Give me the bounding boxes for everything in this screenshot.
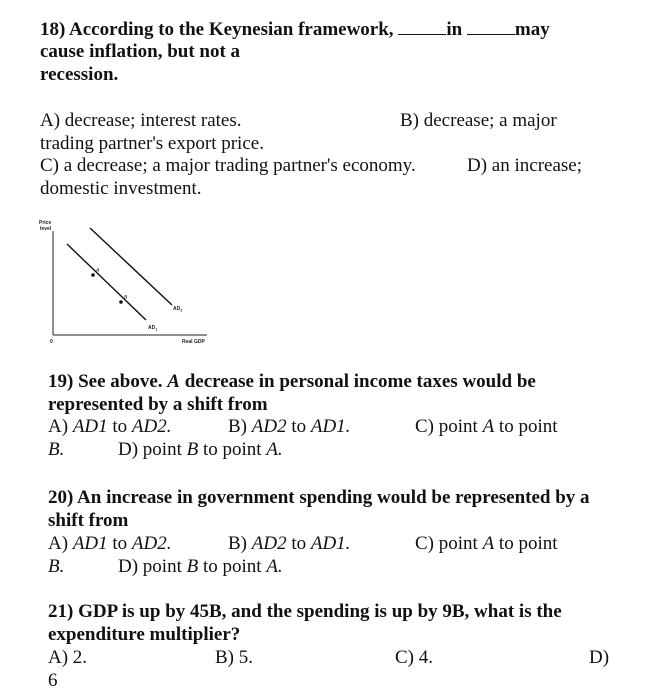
q18-option-d-cont: domestic investment. — [40, 178, 202, 199]
q19-option-c-cont: B. — [48, 439, 65, 460]
q21-option-d: D) — [589, 647, 610, 668]
q18-option-b-cont: trading partner's export price. — [40, 133, 264, 154]
ad1-curve — [67, 244, 146, 320]
q20-option-c-cont: B. — [48, 556, 65, 577]
q19-stem-post: decrease in personal income taxes would be — [184, 371, 536, 392]
q20-stem-line2: shift from — [48, 510, 129, 531]
q20-stem-line1: 20) An increase in government spending would be represented by a — [48, 487, 590, 508]
q20-option-b: B) AD2 to AD1. — [228, 533, 351, 554]
graph-origin: 0 — [50, 339, 53, 345]
q20-option-a: A) AD1 to AD2. — [48, 533, 172, 554]
ad1-label: $AD_1$ — [148, 325, 158, 332]
q21-option-c: C) 4. — [395, 647, 433, 668]
q19-stem-line2: represented by a shift from — [48, 394, 268, 415]
q20-option-c: C) point A to point — [415, 533, 558, 554]
point-b-marker — [119, 300, 123, 304]
q18-option-c: C) a decrease; a major trading partner's economy. — [40, 155, 416, 176]
graph-xlabel: Real GDP — [182, 339, 205, 345]
q21-option-b: B) 5. — [215, 647, 253, 668]
q19-stem-pre: 19) See above. — [48, 371, 163, 392]
q20-option-d: D) point B to point A. — [118, 556, 283, 577]
q21-stem-line1: 21) GDP is up by 45B, and the spending is up by 9B, what is the — [48, 601, 562, 622]
q18-stem-line3: recession. — [40, 64, 119, 85]
q18-option-a: A) decrease; interest rates. — [40, 110, 242, 131]
ad2-label: $AD_2$ — [173, 306, 183, 313]
q19-stem-line1 — [48, 371, 536, 393]
q18-stem-may: may — [514, 19, 550, 40]
q19-option-c: C) point A to point — [415, 416, 558, 437]
q18-option-b: B) decrease; a major — [400, 110, 557, 131]
q21-option-a: A) 2. — [48, 647, 88, 668]
point-a-marker — [91, 273, 95, 277]
q19-option-a: A) AD1 to AD2. — [48, 416, 172, 437]
q19-option-b: B) AD2 to AD1. — [228, 416, 351, 437]
q18-stem-in: in — [446, 19, 463, 40]
q21-option-d-cont: 6 — [48, 670, 58, 691]
graph-ylabel-2: level — [40, 226, 52, 232]
graph-ylabel-1: Price — [39, 220, 52, 226]
q19-option-d: D) point B to point A. — [118, 439, 283, 460]
q18-option-d: D) an increase; — [467, 155, 582, 176]
q21-stem-line2: expenditure multiplier? — [48, 624, 241, 645]
q18-stem-prefix: 18) According to the Keynesian framework, — [40, 19, 394, 40]
ad2-curve — [90, 228, 172, 305]
point-b-label: B — [124, 295, 128, 301]
q18-stem-line2: cause inflation, but not a — [40, 41, 241, 62]
q19-stem-a: A — [167, 371, 180, 392]
point-a-label: A — [96, 268, 100, 274]
